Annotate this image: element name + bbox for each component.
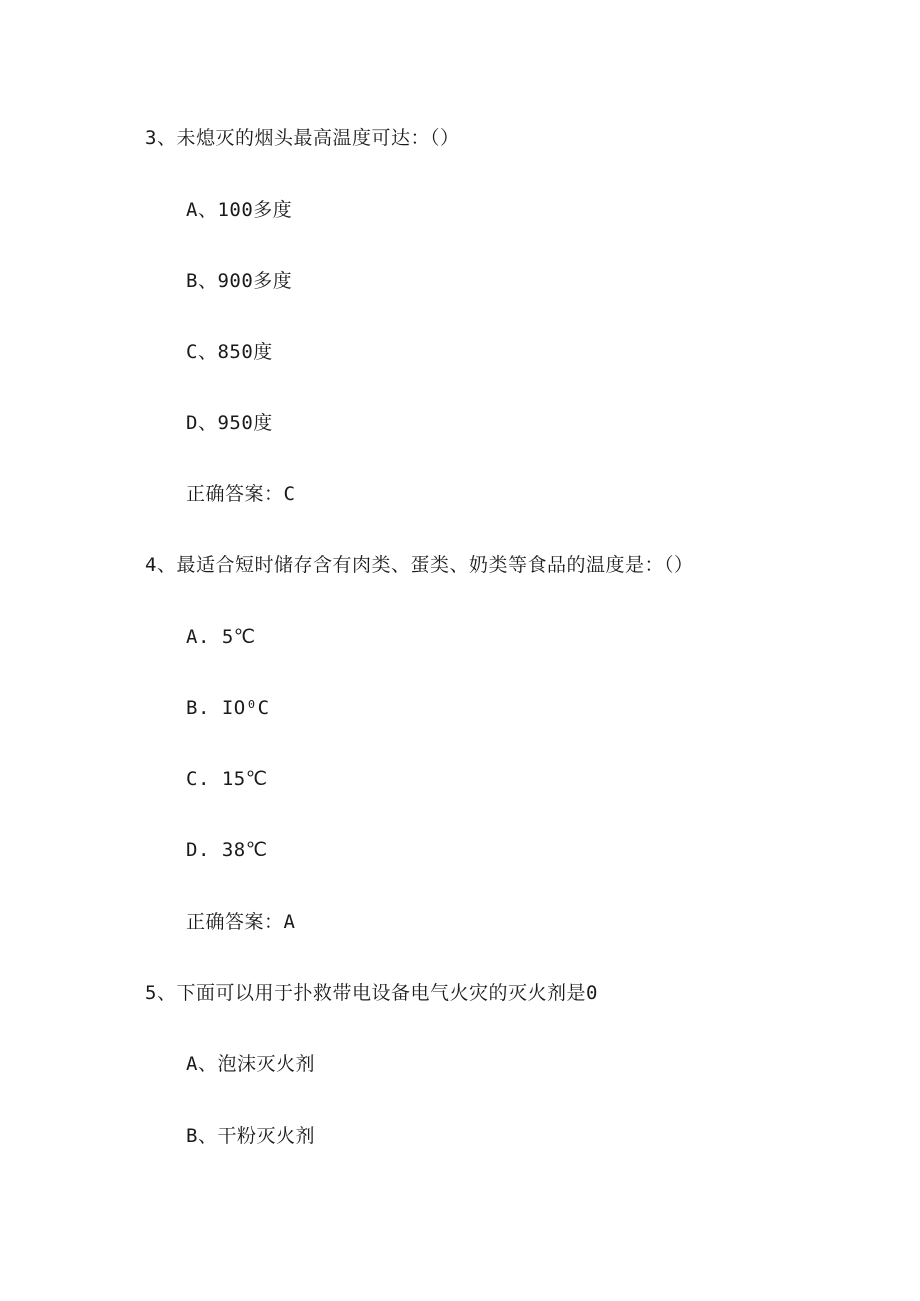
question-4-option-c: C. 15℃	[186, 768, 268, 790]
question-3-option-a: A、100多度	[186, 199, 293, 221]
question-4-option-d: D. 38℃	[186, 839, 268, 861]
question-3-option-b: B、900多度	[186, 270, 293, 292]
question-4-option-b: B. IO⁰C	[186, 697, 270, 719]
question-4-stem: 4、最适合短时储存含有肉类、蛋类、奶类等食品的温度是：（）	[145, 554, 694, 576]
question-5-option-b: B、干粉灭火剂	[186, 1125, 315, 1147]
question-3-stem: 3、未熄灭的烟头最高温度可达：（）	[145, 127, 460, 149]
question-5-stem: 5、下面可以用于扑救带电设备电气火灾的灭火剂是0	[145, 982, 598, 1004]
question-4-option-a: A. 5℃	[186, 626, 256, 648]
question-3-answer: 正确答案：C	[186, 483, 296, 505]
question-5-option-a: A、泡沫灭火剂	[186, 1053, 315, 1075]
question-4-answer: 正确答案：A	[186, 911, 296, 933]
question-3-option-d: D、950度	[186, 412, 273, 434]
question-3-option-c: C、850度	[186, 341, 273, 363]
